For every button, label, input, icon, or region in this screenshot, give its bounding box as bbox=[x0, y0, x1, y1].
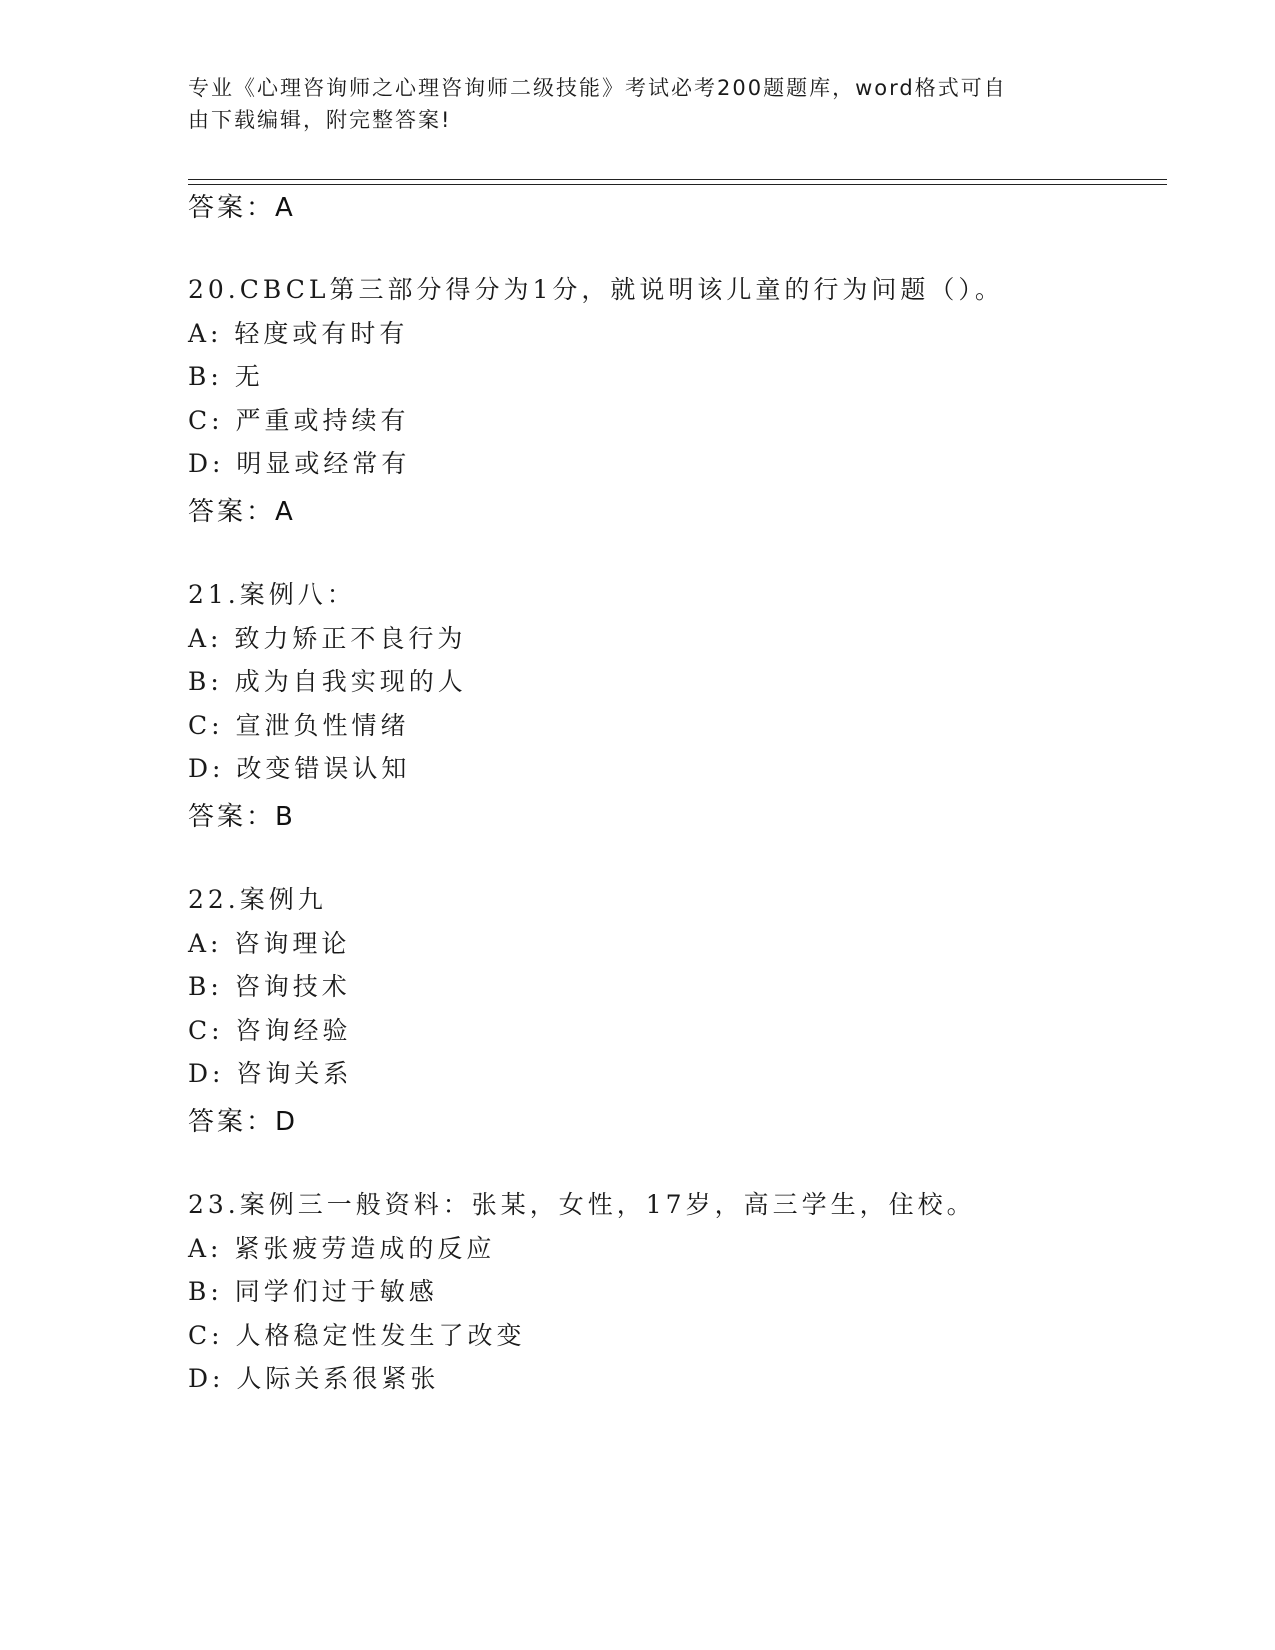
question-21-option-c: C: 宣泄负性情绪 bbox=[188, 711, 410, 740]
header-line-1: 专业《心理咨询师之心理咨询师二级技能》考试必考200题题库，word格式可自 bbox=[188, 76, 1007, 100]
question-23-option-b: B: 同学们过于敏感 bbox=[188, 1277, 438, 1306]
question-20-option-c: C: 严重或持续有 bbox=[188, 406, 410, 435]
question-20-option-a: A: 轻度或有时有 bbox=[188, 319, 409, 348]
question-23-option-d: D: 人际关系很紧张 bbox=[188, 1364, 440, 1393]
question-21-text: 21.案例八： bbox=[188, 580, 356, 609]
question-22-text: 22.案例九 bbox=[188, 885, 327, 914]
question-20-text: 20.CBCL第三部分得分为1分，就说明该儿童的行为问题（）。 bbox=[188, 275, 1004, 304]
question-22-option-b: B: 咨询技术 bbox=[188, 972, 351, 1001]
question-21-option-d: D: 改变错误认知 bbox=[188, 754, 411, 783]
header-divider-bottom bbox=[188, 184, 1167, 185]
page-header bbox=[188, 72, 1088, 136]
header-divider-top bbox=[188, 179, 1167, 180]
question-20-option-b: B: 无 bbox=[188, 362, 264, 391]
question-20-answer: 答案：A bbox=[188, 497, 296, 527]
question-22-option-a: A: 咨询理论 bbox=[188, 929, 351, 958]
question-23-option-a: A: 紧张疲劳造成的反应 bbox=[188, 1234, 496, 1263]
question-22-option-c: C: 咨询经验 bbox=[188, 1016, 352, 1045]
question-21-answer: 答案：B bbox=[188, 802, 296, 832]
question-20-option-d: D: 明显或经常有 bbox=[188, 449, 411, 478]
question-23-text: 23.案例三一般资料：张某，女性，17岁，高三学生，住校。 bbox=[188, 1190, 976, 1219]
question-21-option-a: A: 致力矫正不良行为 bbox=[188, 624, 467, 653]
header-line-2: 由下载编辑，附完整答案! bbox=[188, 108, 452, 132]
question-21-option-b: B: 成为自我实现的人 bbox=[188, 667, 467, 696]
answer-line: 答案：A bbox=[188, 193, 296, 223]
question-22-answer: 答案：D bbox=[188, 1107, 299, 1137]
question-22-option-d: D: 咨询关系 bbox=[188, 1059, 353, 1088]
question-23-option-c: C: 人格稳定性发生了改变 bbox=[188, 1321, 526, 1350]
